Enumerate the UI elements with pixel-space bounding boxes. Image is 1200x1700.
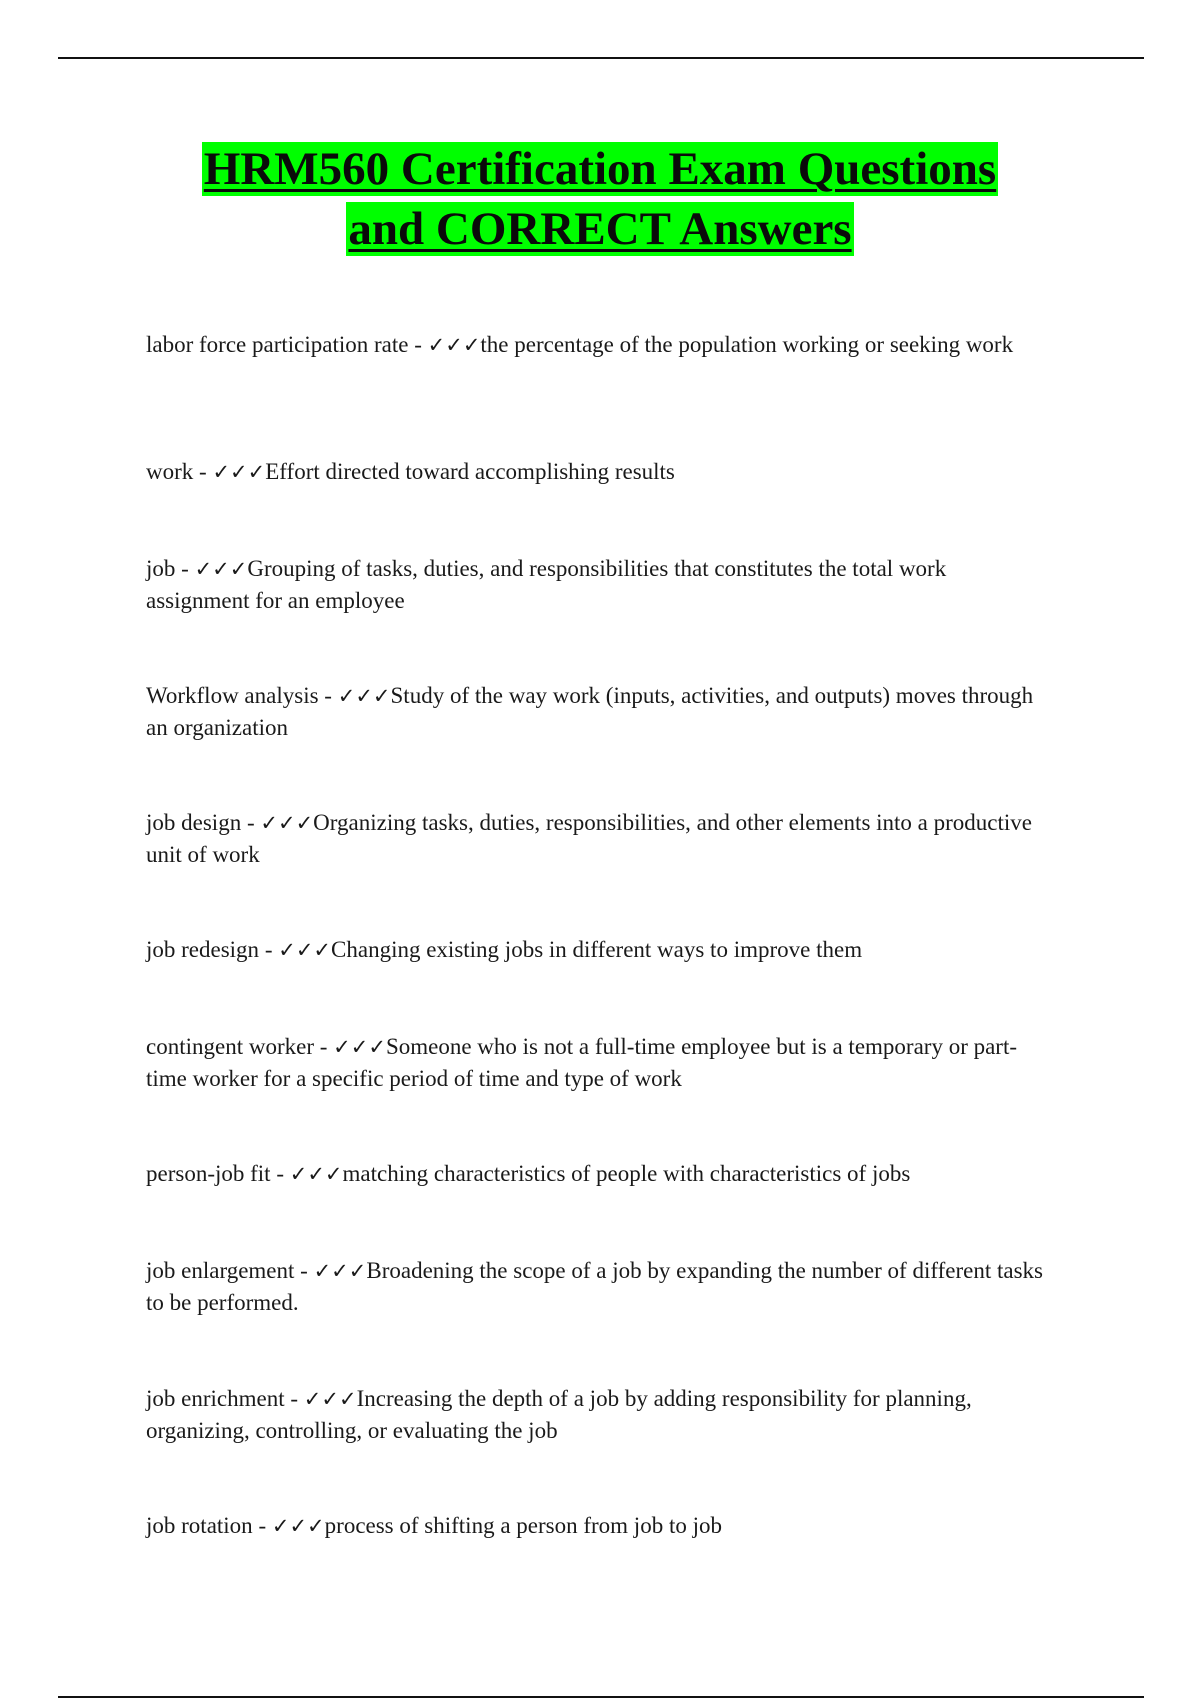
qa-term: labor force participation rate: [146, 332, 409, 357]
qa-definition: Someone who is not a full-time employee but is a temporary or part-time worker for a specific period of time and type of work: [146, 1034, 1018, 1091]
qa-definition: Effort directed toward accomplishing results: [265, 459, 675, 484]
qa-term: job design: [146, 810, 242, 835]
qa-item: [146, 1255, 1046, 1318]
bottom-rule: [58, 1696, 1144, 1698]
check-mark-icon: ✓✓✓: [260, 811, 314, 835]
qa-term: job redesign: [146, 937, 260, 962]
title-line-2: and CORRECT Answers: [348, 203, 852, 255]
qa-term: work: [146, 459, 194, 484]
qa-definition: Organizing tasks, duties, responsibilities, and other elements into a productive unit of work: [146, 810, 1032, 867]
qa-item: [146, 1383, 1046, 1446]
qa-separator: -: [318, 683, 338, 708]
qa-item: [146, 1031, 1046, 1094]
qa-separator: -: [270, 1161, 290, 1186]
qa-term: Workflow analysis: [146, 683, 319, 708]
qa-item: [146, 807, 1046, 870]
check-mark-icon: ✓✓✓: [271, 1514, 325, 1538]
qa-item: [146, 456, 1046, 488]
check-mark-icon: ✓✓✓: [278, 938, 332, 962]
qa-separator: -: [408, 332, 428, 357]
qa-definition: Changing existing jobs in different ways to improve them: [331, 937, 863, 962]
check-mark-icon: ✓✓✓: [337, 684, 391, 708]
check-mark-icon: ✓✓✓: [313, 1259, 367, 1283]
qa-term: job rotation: [146, 1513, 253, 1538]
qa-separator: -: [259, 937, 279, 962]
top-rule: [58, 57, 1144, 59]
qa-term: person-job fit: [146, 1161, 271, 1186]
check-mark-icon: ✓✓✓: [194, 557, 248, 581]
qa-separator: -: [175, 556, 195, 581]
qa-item: [146, 934, 1046, 966]
qa-term: contingent worker: [146, 1034, 314, 1059]
qa-definition: matching characteristics of people with characteristics of jobs: [342, 1161, 911, 1186]
qa-separator: -: [284, 1386, 304, 1411]
qa-item: [146, 1510, 1046, 1542]
check-mark-icon: ✓✓✓: [427, 333, 481, 357]
qa-definition: Grouping of tasks, duties, and responsibilities that constitutes the total work assignment for an employee: [146, 556, 947, 613]
qa-separator: -: [252, 1513, 272, 1538]
document-title: [0, 142, 1200, 262]
qa-item: [146, 553, 1046, 616]
qa-definition: Broadening the scope of a job by expanding the number of different tasks to be performed.: [146, 1258, 1043, 1315]
check-mark-icon: ✓✓✓: [289, 1162, 343, 1186]
qa-separator: -: [241, 810, 261, 835]
check-mark-icon: ✓✓✓: [212, 460, 266, 484]
qa-item: [146, 329, 1046, 361]
check-mark-icon: ✓✓✓: [303, 1387, 357, 1411]
qa-separator: -: [313, 1034, 334, 1059]
qa-separator: -: [294, 1258, 314, 1283]
qa-definition: Increasing the depth of a job by adding responsibility for planning, organizing, controlling, or evaluating the job: [146, 1386, 972, 1443]
title-line-1: HRM560 Certification Exam Questions: [203, 143, 997, 195]
qa-term: job enlargement: [146, 1258, 295, 1283]
qa-term: job: [146, 556, 176, 581]
qa-separator: -: [193, 459, 213, 484]
check-mark-icon: ✓✓✓: [333, 1035, 386, 1059]
qa-item: [146, 680, 1046, 743]
qa-term: job enrichment: [146, 1386, 285, 1411]
qa-definition: process of shifting a person from job to job: [324, 1513, 722, 1538]
qa-definition: Study of the way work (inputs, activities, and outputs) moves through an organization: [146, 683, 1034, 740]
qa-item: [146, 1158, 1046, 1190]
qa-definition: the percentage of the population working or seeking work: [480, 332, 1014, 357]
